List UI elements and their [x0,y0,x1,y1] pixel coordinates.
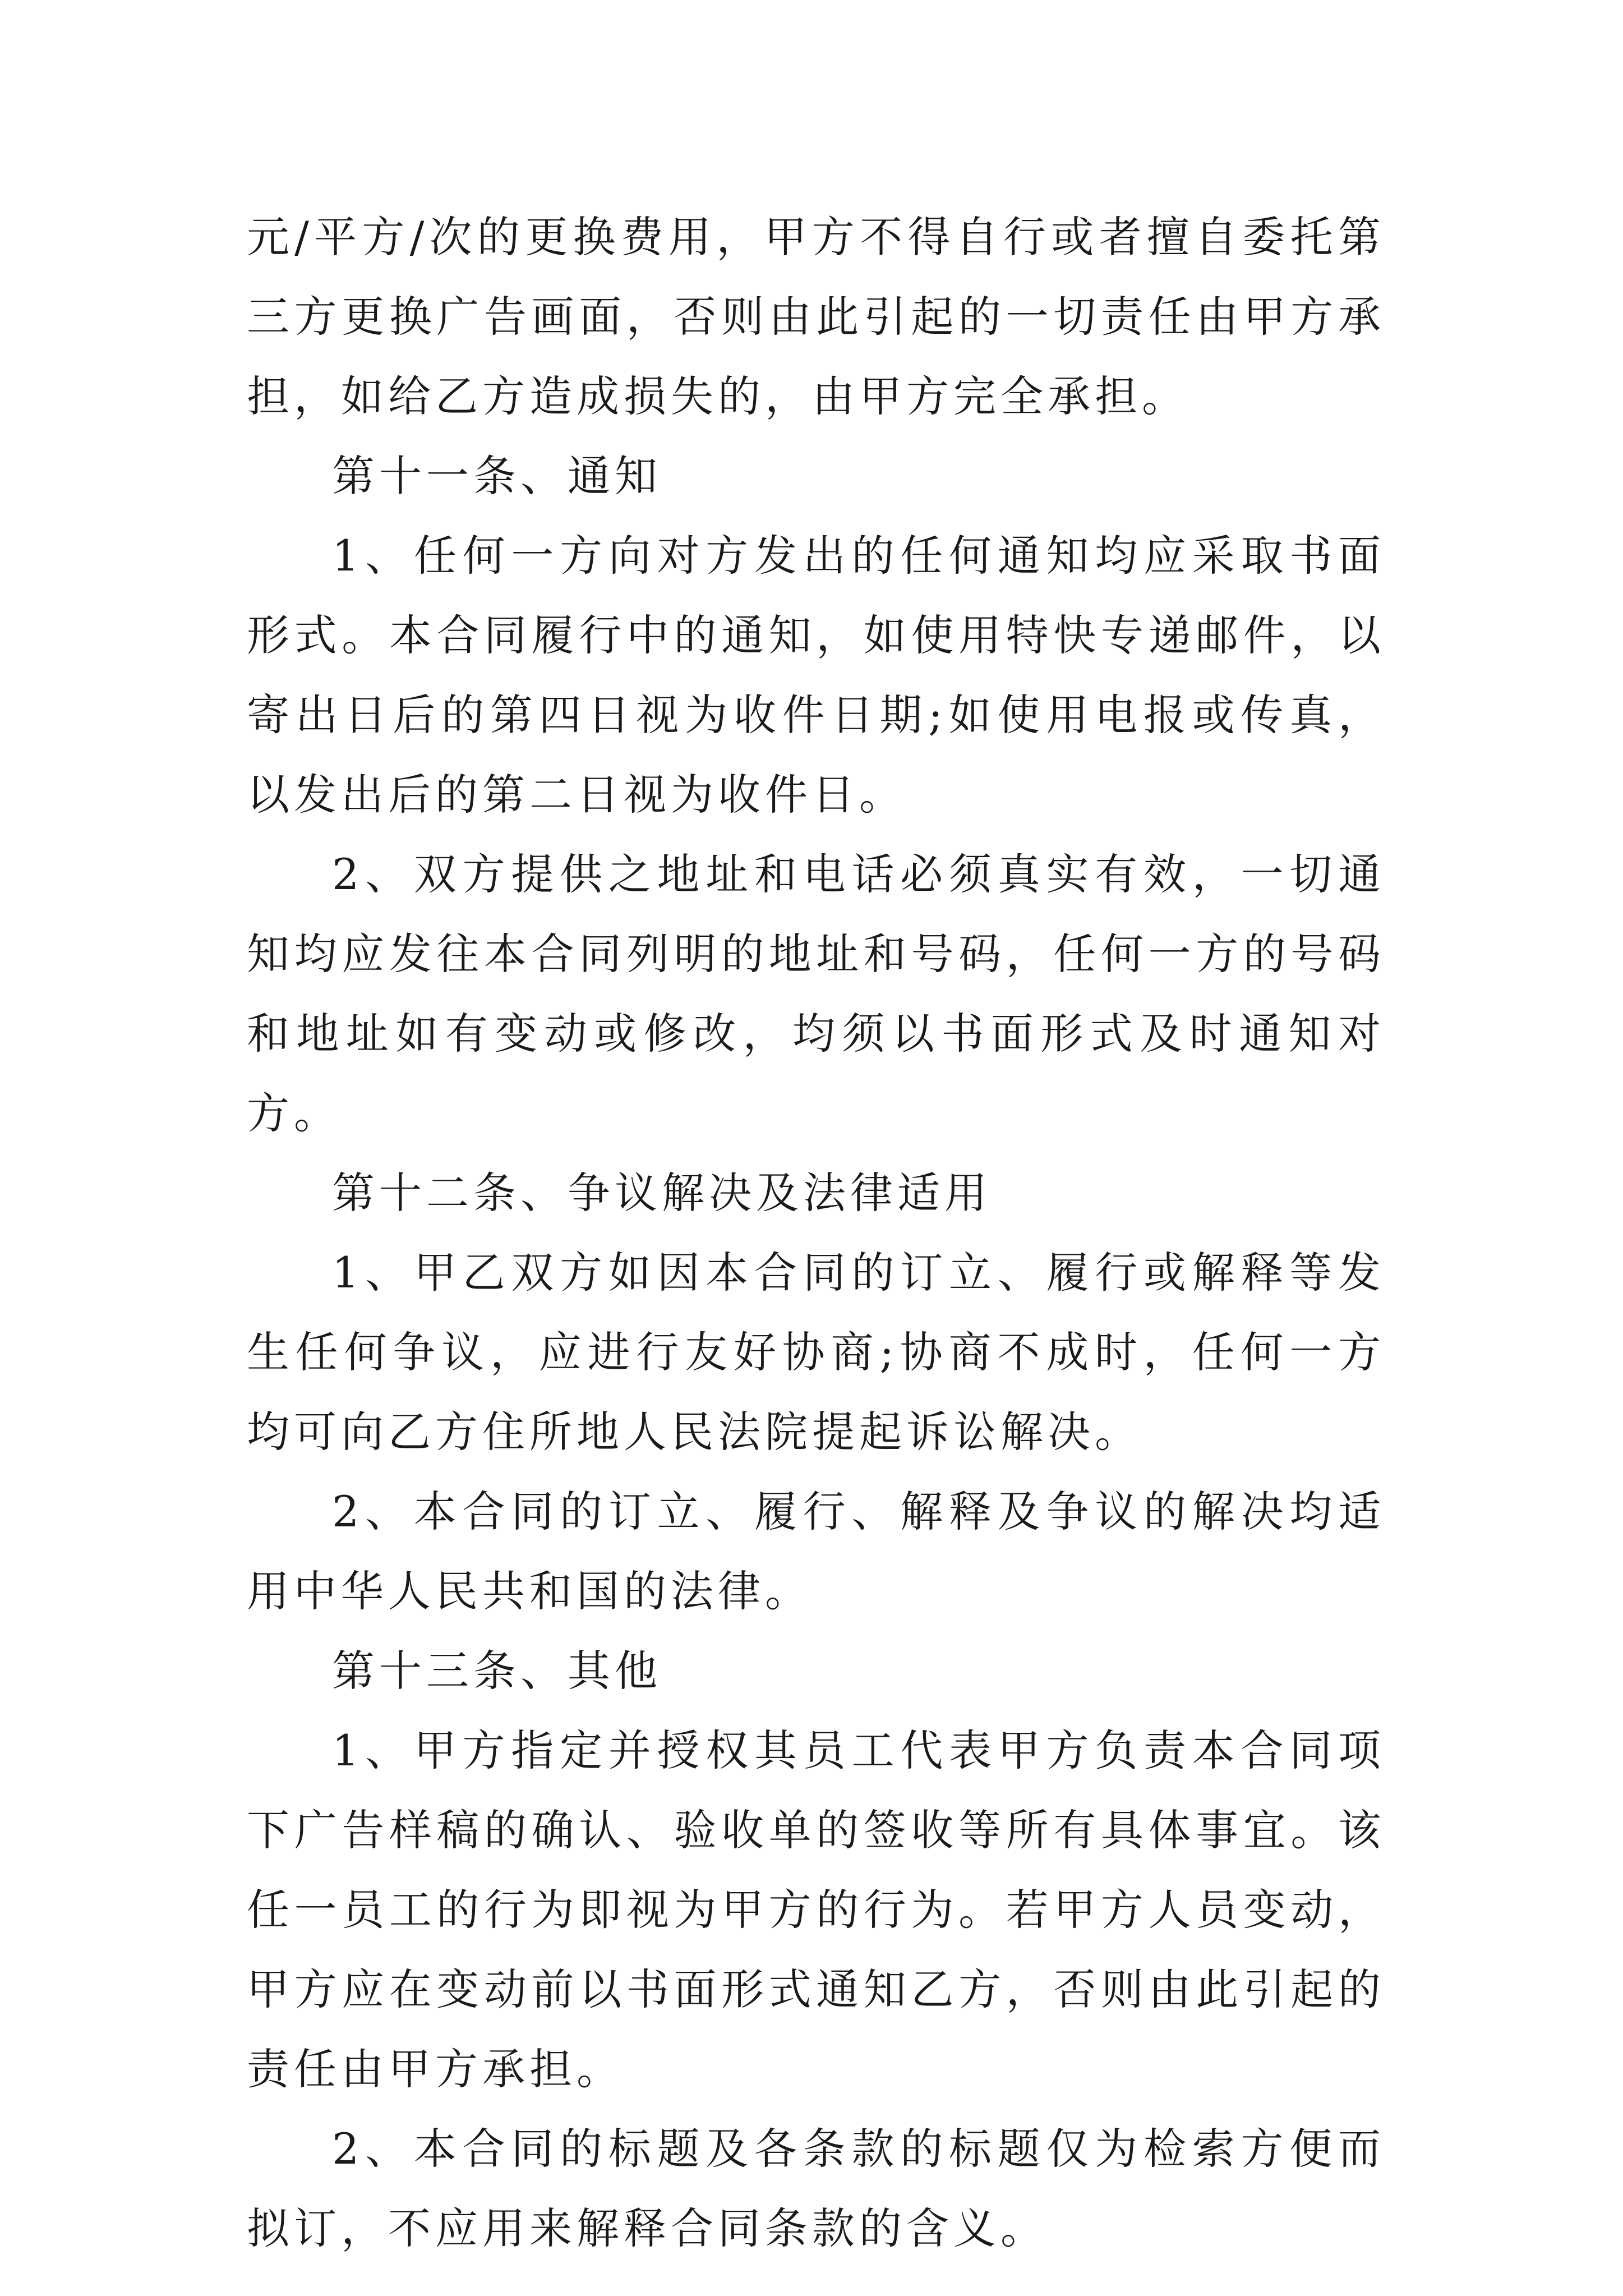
article-12-clause-2: 2、本合同的订立、履行、解释及争议的解决均适用中华人民共和国的法律。 [247,1487,1385,1616]
article-13-clause-2: 2、本合同的标题及各条款的标题仅为检索方便而拟订，不应用来解释合同条款的含义。 [247,2124,1385,2253]
article-13-heading: 第十三条、其他 [332,1646,662,1696]
article-13-clause-1: 1、甲方指定并授权其员工代表甲方负责本合同项下广告样稿的确认、验收单的签收等所有具体事宜。该任一员工的行为即视为甲方的行为。若甲方人员变动，甲方应在变动前以书面形式通知乙方，否则由此引起的责任由甲方承担。 [247,1726,1385,2094]
article-12-clause-1: 1、甲乙双方如因本合同的订立、履行或解释等发生任何争议，应进行友好协商;协商不成时，任何一方均可向乙方住所地人民法院提起诉讼解决。 [247,1248,1385,1457]
contract-body [247,197,1385,2269]
paragraph-continuation: 元/平方/次的更换费用，甲方不得自行或者擅自委托第三方更换广告画面，否则由此引起的一切责任由甲方承担，如给乙方造成损失的，由甲方完全承担。 [247,212,1385,421]
article-11-clause-1: 1、任何一方向对方发出的任何通知均应采取书面形式。本合同履行中的通知，如使用特快专递邮件，以寄出日后的第四日视为收件日期;如使用电报或传真，以发出后的第二日视为收件日。 [247,531,1385,820]
article-11-heading: 第十一条、通知 [332,451,662,501]
article-12-heading: 第十二条、争议解决及法律适用 [332,1168,992,1218]
article-11-clause-2: 2、双方提供之地址和电话必须真实有效，一切通知均应发往本合同列明的地址和号码，任何一方的号码和地址如有变动或修改，均须以书面形式及时通知对方。 [247,849,1385,1138]
